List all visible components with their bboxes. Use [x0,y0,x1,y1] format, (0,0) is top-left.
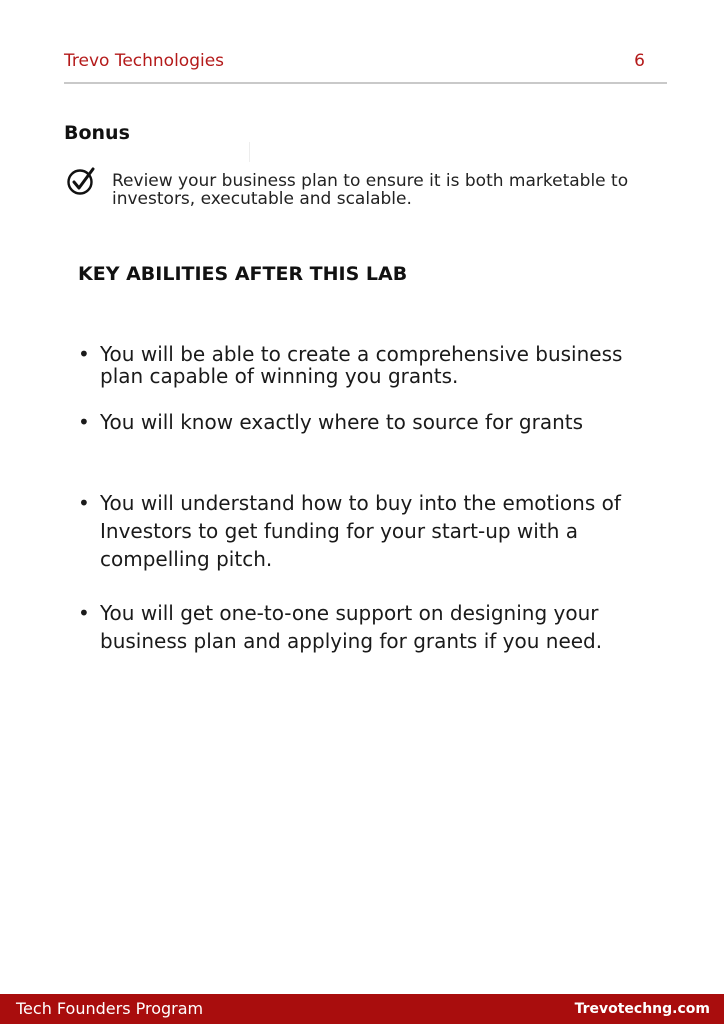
company-name: Trevo Technologies [64,51,225,71]
program-name: Tech Founders Program [16,999,204,1018]
check-circle-icon [66,166,98,196]
list-item [78,408,645,436]
bullet-icon: • [78,491,90,515]
key-abilities-heading: KEY ABILITIES AFTER THIS LAB [78,263,408,285]
list-item [78,342,645,388]
list-item-text: You will be able to create a comprehensive business plan capable of winning you grants. [100,342,623,388]
bonus-heading: Bonus [64,122,130,144]
bullet-icon: • [78,342,90,366]
page-header [64,50,667,84]
bonus-text: Review your business plan to ensure it is both marketable to investors, executable and scalable. [112,171,629,209]
page-footer [0,994,724,1024]
website-link[interactable]: Trevotechng.com [574,1001,710,1017]
list-item [78,599,645,655]
page-number: 6 [634,51,645,71]
divider [249,142,250,162]
bullet-icon: • [78,410,90,434]
list-item [78,489,645,573]
list-item-text: You will get one-to-one support on designing your business plan and applying for grants if you need. [100,601,603,653]
list-item-text: You will know exactly where to source for grants [100,410,584,434]
bullet-icon: • [78,601,90,625]
list-item-text: You will understand how to buy into the emotions of Investors to get funding for your start-up with a compelling pitch. [100,491,621,571]
